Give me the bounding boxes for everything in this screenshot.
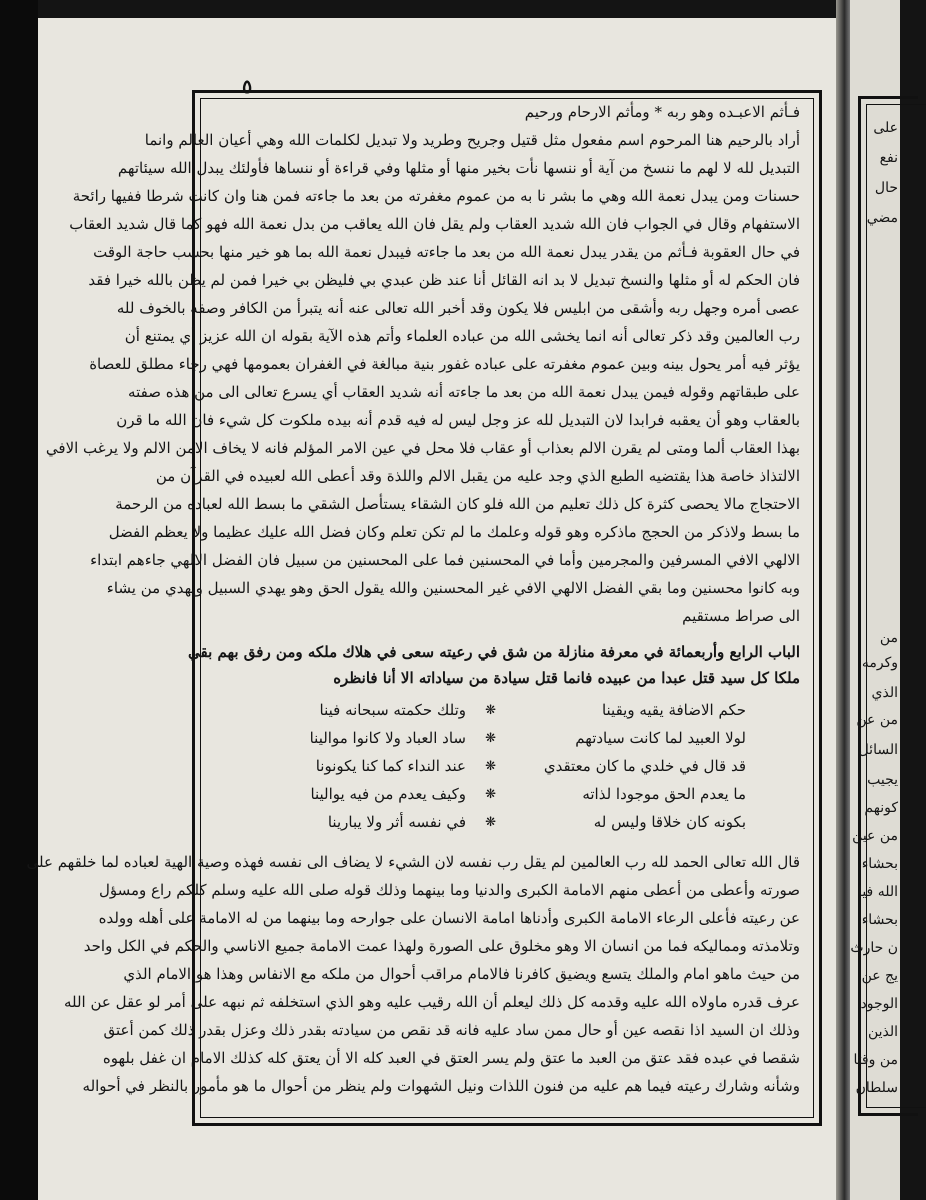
text-line: ما بسط ولاذكر من الحجج ماذكره وهو قوله وعلمك ما لم تكن تعلم وكان فضل الله عليك عظيما ولا يعظم الفضل: [108, 523, 800, 541]
right-page-fragment: من عن: [856, 712, 898, 728]
right-page-fragment: يجيب: [867, 772, 898, 788]
right-page-fragment: من: [879, 630, 898, 646]
verse-first-hemistich: قد قال في خلدي ما كان معتقدي: [543, 757, 746, 775]
right-page-border-inner: [866, 104, 926, 1108]
text-line: شقصا في عبده فقد عتق من العبد ما عتق ولم يسر العتق في العبد كله الا أن يعتق كله كذلك الامام ان غفل بلهوه: [102, 1049, 800, 1067]
verse-separator-icon: ❋: [485, 815, 496, 830]
text-line: عن رعيته فأعلى الرعاء الامامة الكبرى وأدناها امامة الانسان على جوارحه وما بينهما من له الامامة على أهله وولده: [98, 909, 800, 927]
text-line: أراد بالرحيم هنا المرحوم اسم مفعول مثل قتيل وجريح وطريد ولا تبديل لكلمات الله وهي أعيان العالم وانما: [144, 131, 800, 149]
right-page-fragment: حال: [874, 180, 898, 196]
text-line: على طبقاتهم وقوله فيمن يبدل نعمة الله من بعد ما جاءته أنه شديد العقاب أي يسرع تعالى الى من هذه صفته: [128, 383, 800, 401]
text-line: الاحتجاج مالا يحصى كثرة كل ذلك تعليم من الله فلو كان الشقاء يستأصل الشقي ما بسط الله لعباده من الرحمة: [115, 495, 800, 513]
text-line: حسنات ومن يبدل نعمة الله وهي ما بشر نا به من عموم مغفرته من بعد ما جاءته فمن هنا وان كانت شرطا ففيها رائحة: [72, 187, 800, 205]
text-line: يؤثر فيه أمر يحول بينه وبين عموم مغفرته على عباده غفور بنية مبالغة في الغفران بعمومها فهي رجاء مطلق للعصاة: [89, 355, 800, 373]
verse-separator-icon: ❋: [485, 759, 496, 774]
right-page-fragment: الذين: [867, 1024, 898, 1040]
right-page-fragment: من وقتا: [853, 1052, 898, 1068]
text-line: الى صراط مستقيم: [682, 607, 800, 625]
page-number: ٥: [242, 76, 253, 98]
right-page-fragment: الذي: [871, 685, 898, 701]
verse-first-hemistich: لولا العبيد لما كانت سيادتهم: [575, 729, 746, 747]
text-line: قال الله تعالى الحمد لله رب العالمين لم يقل رب نفسه لان الشيء لا يضاف الى نفسه فهذه وصية الهية لعباده لما خلقهم على: [26, 853, 800, 871]
right-page-fragment: كونهم: [864, 800, 898, 816]
book-gutter: [836, 0, 850, 1200]
text-line: وتلامذته ومماليكه فما من انسان الا وهو مخلوق على الصورة ولهذا عمت الامامة جميع الاناسي والحكم في الكل واحد: [83, 937, 800, 955]
text-line: عصى أمره وجهل ربه وأشقى من ابليس فلا يكون وقد أخبر الله تعالى عنه أنه يتبرأ من الكافر وصفه بالخوف لله: [116, 299, 800, 317]
verse-separator-icon: ❋: [485, 787, 496, 802]
verse-second-hemistich: في نفسه أثر ولا يبارينا: [327, 813, 466, 831]
text-line: بالعقاب وهو أن يعقبه فرابدا لان التبديل لله عز وجل ليس له فيه قدم أنه بيده ملكوت كل شيء فان الله ما قرن: [116, 411, 800, 429]
verse-first-hemistich: حكم الاضافة يقيه ويقينا: [601, 701, 746, 719]
text-line: من حيث ماهو امام والملك يتسع ويضيق كافرنا فالامام مراقب أحوال من ملكه مع الانفاس وهذا هو الامام الذي: [123, 965, 800, 983]
verse-second-hemistich: ساد العباد ولا كانوا موالينا: [309, 729, 466, 747]
text-line: بهذا العقاب ألما ومتى لم يقرن الالم بعذاب أو عقاب فلا محل في عين الامر المؤلم فانه لا يخاف الامن الالم ولا يرغب الافي: [45, 439, 800, 457]
right-page-fragment: بحشاء: [861, 856, 898, 872]
text-line: فـأثم الاعبـده وهو ربه * ومأثم الارحام ورحيم: [524, 103, 800, 121]
text-line: رب العالمين وقد ذكر تعالى أنه انما يخشى الله من عباده العلماء وأتم هذه الآية بقوله ان الله عزيز أي يمتنع أن: [124, 327, 800, 345]
text-line: صورته وأعطى من أعطى منهم الامامة الكبرى والدنيا وما بينهما وذلك قوله صلى الله عليه وسلم كلكم راع ومسؤل: [98, 881, 800, 899]
chapter-heading: الباب الرابع وأربعمائة في معرفة منازلة من شق في رعيته سعى في هلاك ملكه ومن رفق بهم بقي: [188, 643, 800, 661]
text-line: في حال العقوبة فـأثم من يقدر يبدل نعمة الله من بعد ما جاءته فيبدل نعمة الله بما هو خير منها بحسب حاجة الوقت: [93, 243, 800, 261]
verse-first-hemistich: بكونه كان خلاقا وليس له: [593, 813, 746, 831]
right-page: [850, 0, 900, 1200]
verse-separator-icon: ❋: [485, 703, 496, 718]
verse-separator-icon: ❋: [485, 731, 496, 746]
text-line: الاستفهام وقال في الجواب فان الله شديد العقاب ولم يقل فان الله يعاقب من بدل نعمة الله فهو كما قال شديد العقاب: [69, 215, 800, 233]
right-page-fragment: السائل: [858, 742, 898, 758]
text-line: الالهي الافي المسرفين والمجرمين وأما في المحسنين فما على المحسنين من سبيل فان الفضل الالهي جاءهم ابتداء: [90, 551, 800, 569]
right-page-fragment: نفع: [879, 150, 898, 166]
right-page-fragment: وكرمه: [861, 655, 898, 671]
verse-second-hemistich: وتلك حكمته سبحانه فينا: [319, 701, 466, 719]
right-page-fragment: سلطان: [855, 1080, 898, 1096]
chapter-heading: ملكا كل سيد قتل عبدا من عبيده فانما قتل سيادة من سياداته الا أنا فانظره: [333, 669, 800, 687]
text-line: عرف قدره ماولاه الله عليه وقدمه كل ذلك ليعلم أن الله رقيب عليه وهو الذي استخلفه ثم نبهه على أمر لو عقل عن الله: [63, 993, 800, 1011]
verse-first-hemistich: ما يعدم الحق موجودا لذاته: [582, 785, 746, 803]
right-page-fragment: يج عن: [861, 968, 898, 984]
right-page-fragment: بحشاء: [861, 912, 898, 928]
book-spine: [0, 0, 38, 1200]
right-page-fragment: على: [873, 120, 898, 136]
right-page-fragment: الله فيا: [858, 884, 898, 900]
text-line: الالتذاذ خاصة هذا يقتضيه الطبع الذي وجد عليه من يقبل الالم واللذة وقد أعطى الله لعبيده في القرآن من: [155, 467, 800, 485]
verse-second-hemistich: وكيف يعدم من فيه يوالينا: [310, 785, 466, 803]
right-page-fragment: من عين: [852, 828, 898, 844]
page-text: [26, 101, 806, 1113]
text-line: وذلك ان السيد اذا نقصه عين أو حال ممن ساد عليه فانه قد نقص من سيادته بقدر ذلك وعزل بقدر ذلك كمن أعتق: [103, 1021, 800, 1039]
text-line: وبه كانوا محسنين وما بقي الفضل الالهي الافي غير المحسنين والله يقول الحق وهو يهدي السبيل ويهدي من يشاء: [106, 579, 800, 597]
text-line: التبديل لله لا لهم ما ننسخ من آية أو ننسها نأت بخير منها أو مثلها وفي قراءة أو ننساها فأولئك يبدل الله سيئاتهم: [117, 159, 800, 177]
verse-second-hemistich: عند النداء كما كنا يكونونا: [315, 757, 466, 775]
right-page-fragment: الوجود: [860, 996, 898, 1012]
text-line: وشأنه وشارك رعيته فيما هم عليه من فنون اللذات ونيل الشهوات ولم ينظر من أحوال ما هو مأمور بالنظر في أحواله: [82, 1077, 800, 1095]
text-line: فان الحكم له أو مثلها والنسخ تبديل لا بد انه القائل أنا عند ظن عبدي بي فليظن بي خيرا فمن لم يظن بالله خيرا فقد: [88, 271, 800, 289]
right-page-fragment: ن حارث: [850, 940, 898, 956]
right-page-fragment: مضي: [866, 210, 898, 226]
